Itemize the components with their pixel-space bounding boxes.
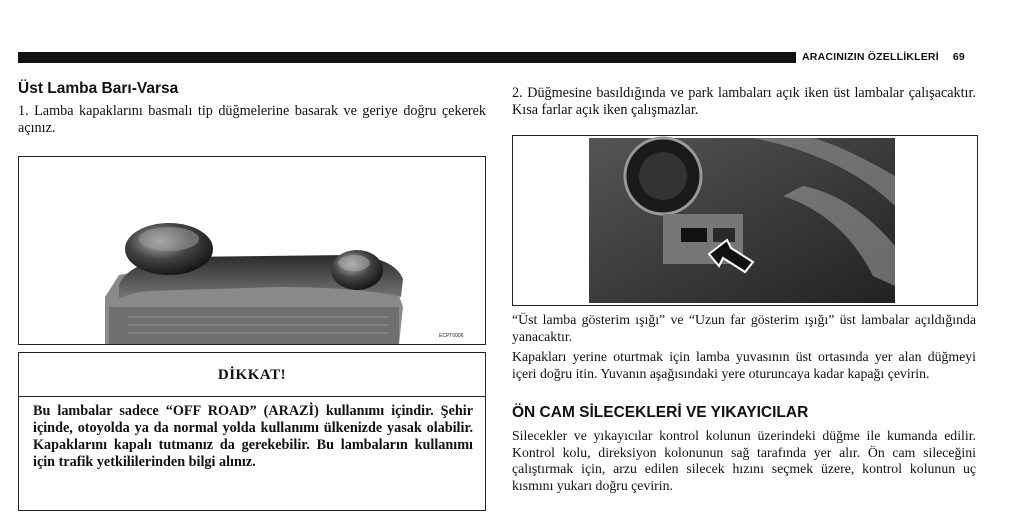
warning-box bbox=[18, 352, 486, 511]
step-2-text: 2. Düğmesine basıldığında ve park lambaları açık iken üst lambalar çalışacaktır. Kısa farlar açık iken çalışmazlar. bbox=[512, 85, 976, 118]
dashboard-switch-illustration bbox=[513, 136, 977, 305]
page-number: 69 bbox=[952, 51, 965, 63]
wiper-instructions-text: Silecekler ve yıkayıcılar kontrol kolunun üzerindeki düğme ile kumanda edilir. Kontrol kolu, direksiyon kolonunun sağ tarafında yer alır. Ön cam sileceğini çalıştırmak için, arzu edilen silecek hızını seçmek üzere, kontrol kolunun uç kısmını yukarı doğru çevirin. bbox=[512, 428, 976, 493]
cover-instructions-text: Kapakları yerine oturtmak için lamba yuvasının üst ortasında yer alan düğmeyi içeri doğru itin. Yuvanın aşağısındaki yere oturuncaya kadar kapağı çevirin. bbox=[512, 349, 976, 381]
indicator-text: “Üst lamba gösterim ışığı” ve “Uzun far gösterim ışığı” üst lambalar açıldığında yanacaktır. bbox=[512, 312, 976, 344]
figure-roof-lamps bbox=[18, 156, 486, 345]
step-1-text: 1. Lamba kapaklarını basmalı tip düğmelerine basarak ve geriye doğru çekerek açınız. bbox=[18, 103, 486, 136]
heading-roof-lamp-bar: Üst Lamba Barı-Varsa bbox=[18, 80, 179, 97]
warning-divider bbox=[19, 396, 485, 397]
heading-wipers-washers: ÖN CAM SİLECEKLERİ VE YIKAYICILAR bbox=[512, 404, 809, 421]
warning-body: Bu lambalar sadece “OFF ROAD” (ARAZİ) kullanımı içindir. Şehir içinde, otoyolda ya da normal yolda kullanımı ülkenizde yasak olabilir. Kapaklarını kapalı tutmanız da gerekebilir. Bu lambaların kullanımı için trafik yetkililerinden bilgi alınız. bbox=[33, 403, 473, 470]
warning-title: DİKKAT! bbox=[217, 367, 287, 383]
figure-code: ECPT0006 bbox=[439, 333, 464, 339]
figure-switch-photo bbox=[512, 135, 978, 306]
header-rule bbox=[18, 52, 796, 63]
running-header bbox=[802, 51, 965, 63]
roof-lamps-illustration bbox=[19, 157, 485, 344]
section-title: ARACINIZIN ÖZELLİKLERİ bbox=[802, 51, 939, 63]
